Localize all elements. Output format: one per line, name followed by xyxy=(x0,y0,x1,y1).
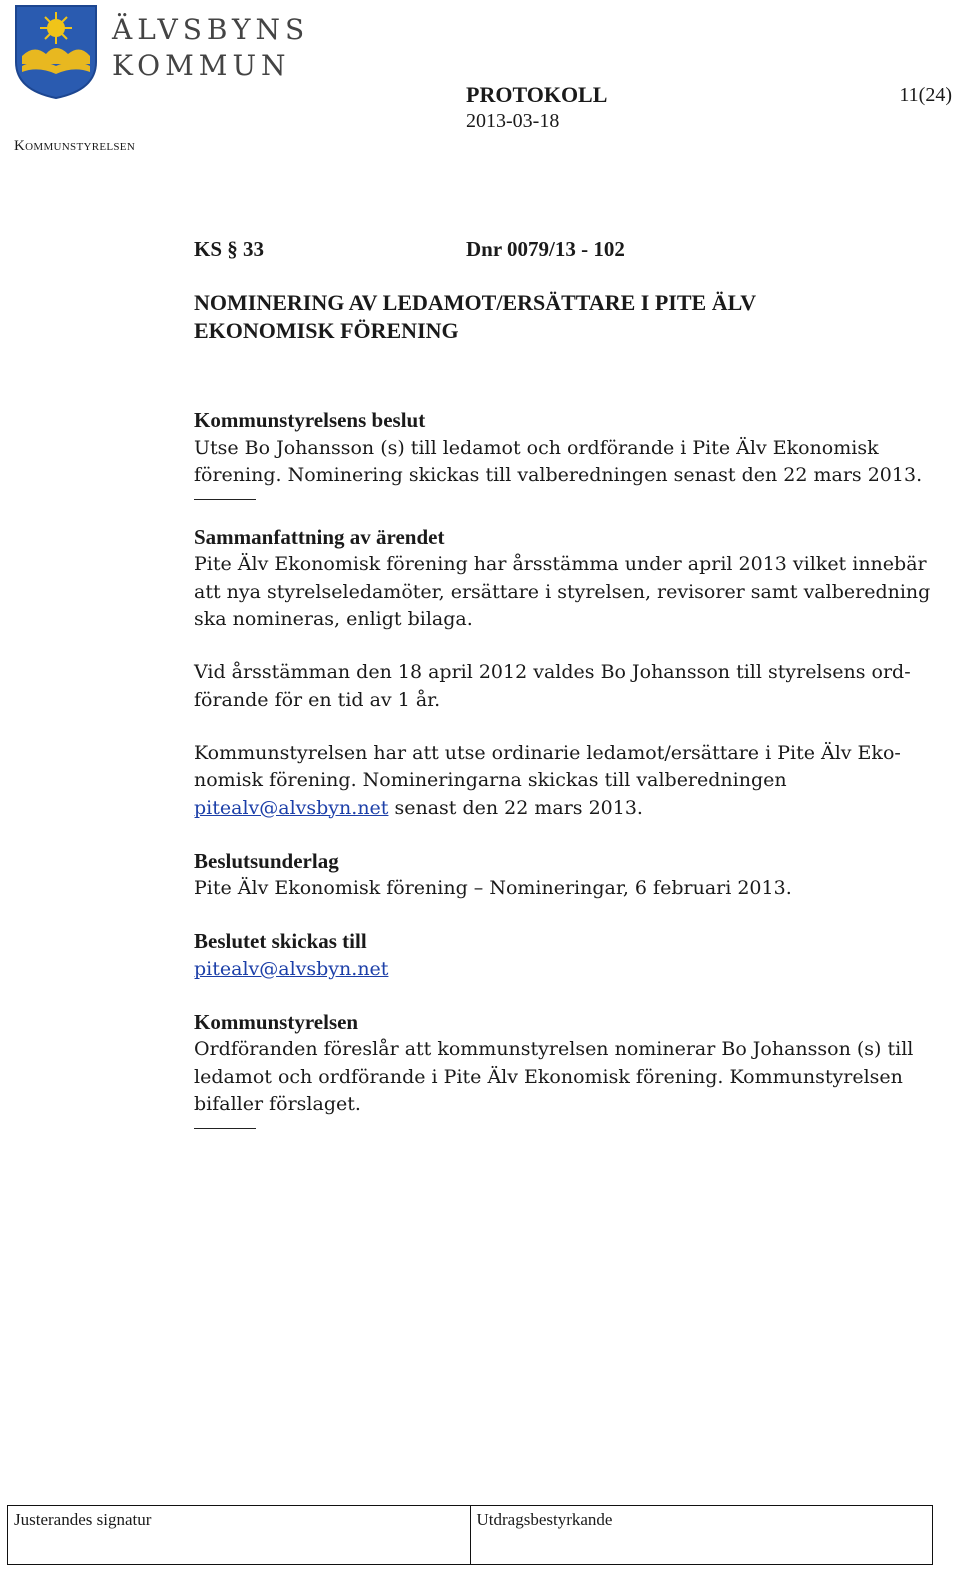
document-body xyxy=(194,236,934,1153)
summary-paragraph-3-line1: Kommunstyrelsen har att utse ordinarie ledamot/ersättare i Pite Älv Eko- xyxy=(194,741,901,764)
decision-text: Utse Bo Johansson (s) till ledamot och ordförande i Pite Älv Ekonomisk förening. Nominering skickas till valberedningen senast den 22 mars 2013. xyxy=(194,436,923,486)
section-sign: § xyxy=(227,237,238,261)
municipality-line2: KOMMUN xyxy=(112,49,291,82)
municipality-line1: ÄLVSBYNS xyxy=(112,13,310,46)
certification-cell xyxy=(470,1506,933,1564)
sent-to-email-link[interactable]: pitealv@alvsbyn.net xyxy=(194,957,389,980)
summary-paragraph-2-line1: Vid årsstämman den 18 april 2012 valdes Bo Johansson till styrelsens ord- xyxy=(194,661,911,684)
sent-to-heading: Beslutet skickas till xyxy=(194,929,367,954)
summary-heading: Sammanfattning av ärendet xyxy=(194,525,445,550)
case-title xyxy=(194,289,934,345)
case-title-line1: NOMINERING AV LEDAMOT/ERSÄTTARE I PITE ÄLV xyxy=(194,290,757,316)
basis-text: Pite Älv Ekonomisk förening – Nomineringar, 6 februari 2013. xyxy=(194,877,792,900)
basis-heading: Beslutsunderlag xyxy=(194,848,339,873)
department-name: Kommunstyrelsen xyxy=(14,138,136,154)
coat-of-arms-icon xyxy=(14,4,98,100)
signature-cell xyxy=(8,1506,470,1564)
case-section xyxy=(194,236,466,263)
summary-paragraph-3 xyxy=(194,740,934,822)
summary-paragraph-3-tail: senast den 22 mars 2013. xyxy=(388,796,643,819)
certification-label: Utdragsbestyrkande xyxy=(476,1510,613,1529)
board-text: Ordföranden föreslår att kommunstyrelsen nominerar Bo Johansson (s) till ledamot och ordförande i Pite Älv Ekonomisk förening. Kommunstyrelsen bifaller förslaget. xyxy=(194,1038,914,1115)
email-link[interactable]: pitealv@alvsbyn.net xyxy=(194,796,389,819)
summary-paragraph-3-line2: nomisk förening. Nomineringarna skickas till valberedningen xyxy=(194,769,787,792)
page-number: 11(24) xyxy=(899,84,952,106)
document-date: 2013-03-18 xyxy=(466,110,560,132)
case-title-line2: EKONOMISK FÖRENING xyxy=(194,318,459,344)
section-divider xyxy=(194,499,256,500)
decision-heading: Kommunstyrelsens beslut xyxy=(194,408,426,433)
case-section-number: 33 xyxy=(243,237,265,261)
board-heading: Kommunstyrelsen xyxy=(194,1010,359,1035)
summary-paragraph-1: Pite Älv Ekonomisk förening har årsstämma under april 2013 vilket innebär att nya styrelseledamöter, ersättare i styrelsen, revisorer samt valberedning ska nomineras, enligt bilaga. xyxy=(194,553,931,631)
signature-footer xyxy=(7,1505,933,1565)
summary-paragraph-2-line2: förande för en tid av 1 år. xyxy=(194,688,441,711)
summary-paragraph-2 xyxy=(194,659,934,714)
sent-to-email-row xyxy=(194,956,934,983)
case-dnr: Dnr 0079/13 - 102 xyxy=(466,237,625,261)
signature-label: Justerandes signatur xyxy=(14,1510,152,1529)
closing-divider xyxy=(194,1128,256,1129)
document-type: PROTOKOLL xyxy=(466,82,608,107)
municipality-name xyxy=(112,12,309,84)
case-section-code: KS xyxy=(194,237,223,261)
case-reference-row xyxy=(194,236,934,263)
